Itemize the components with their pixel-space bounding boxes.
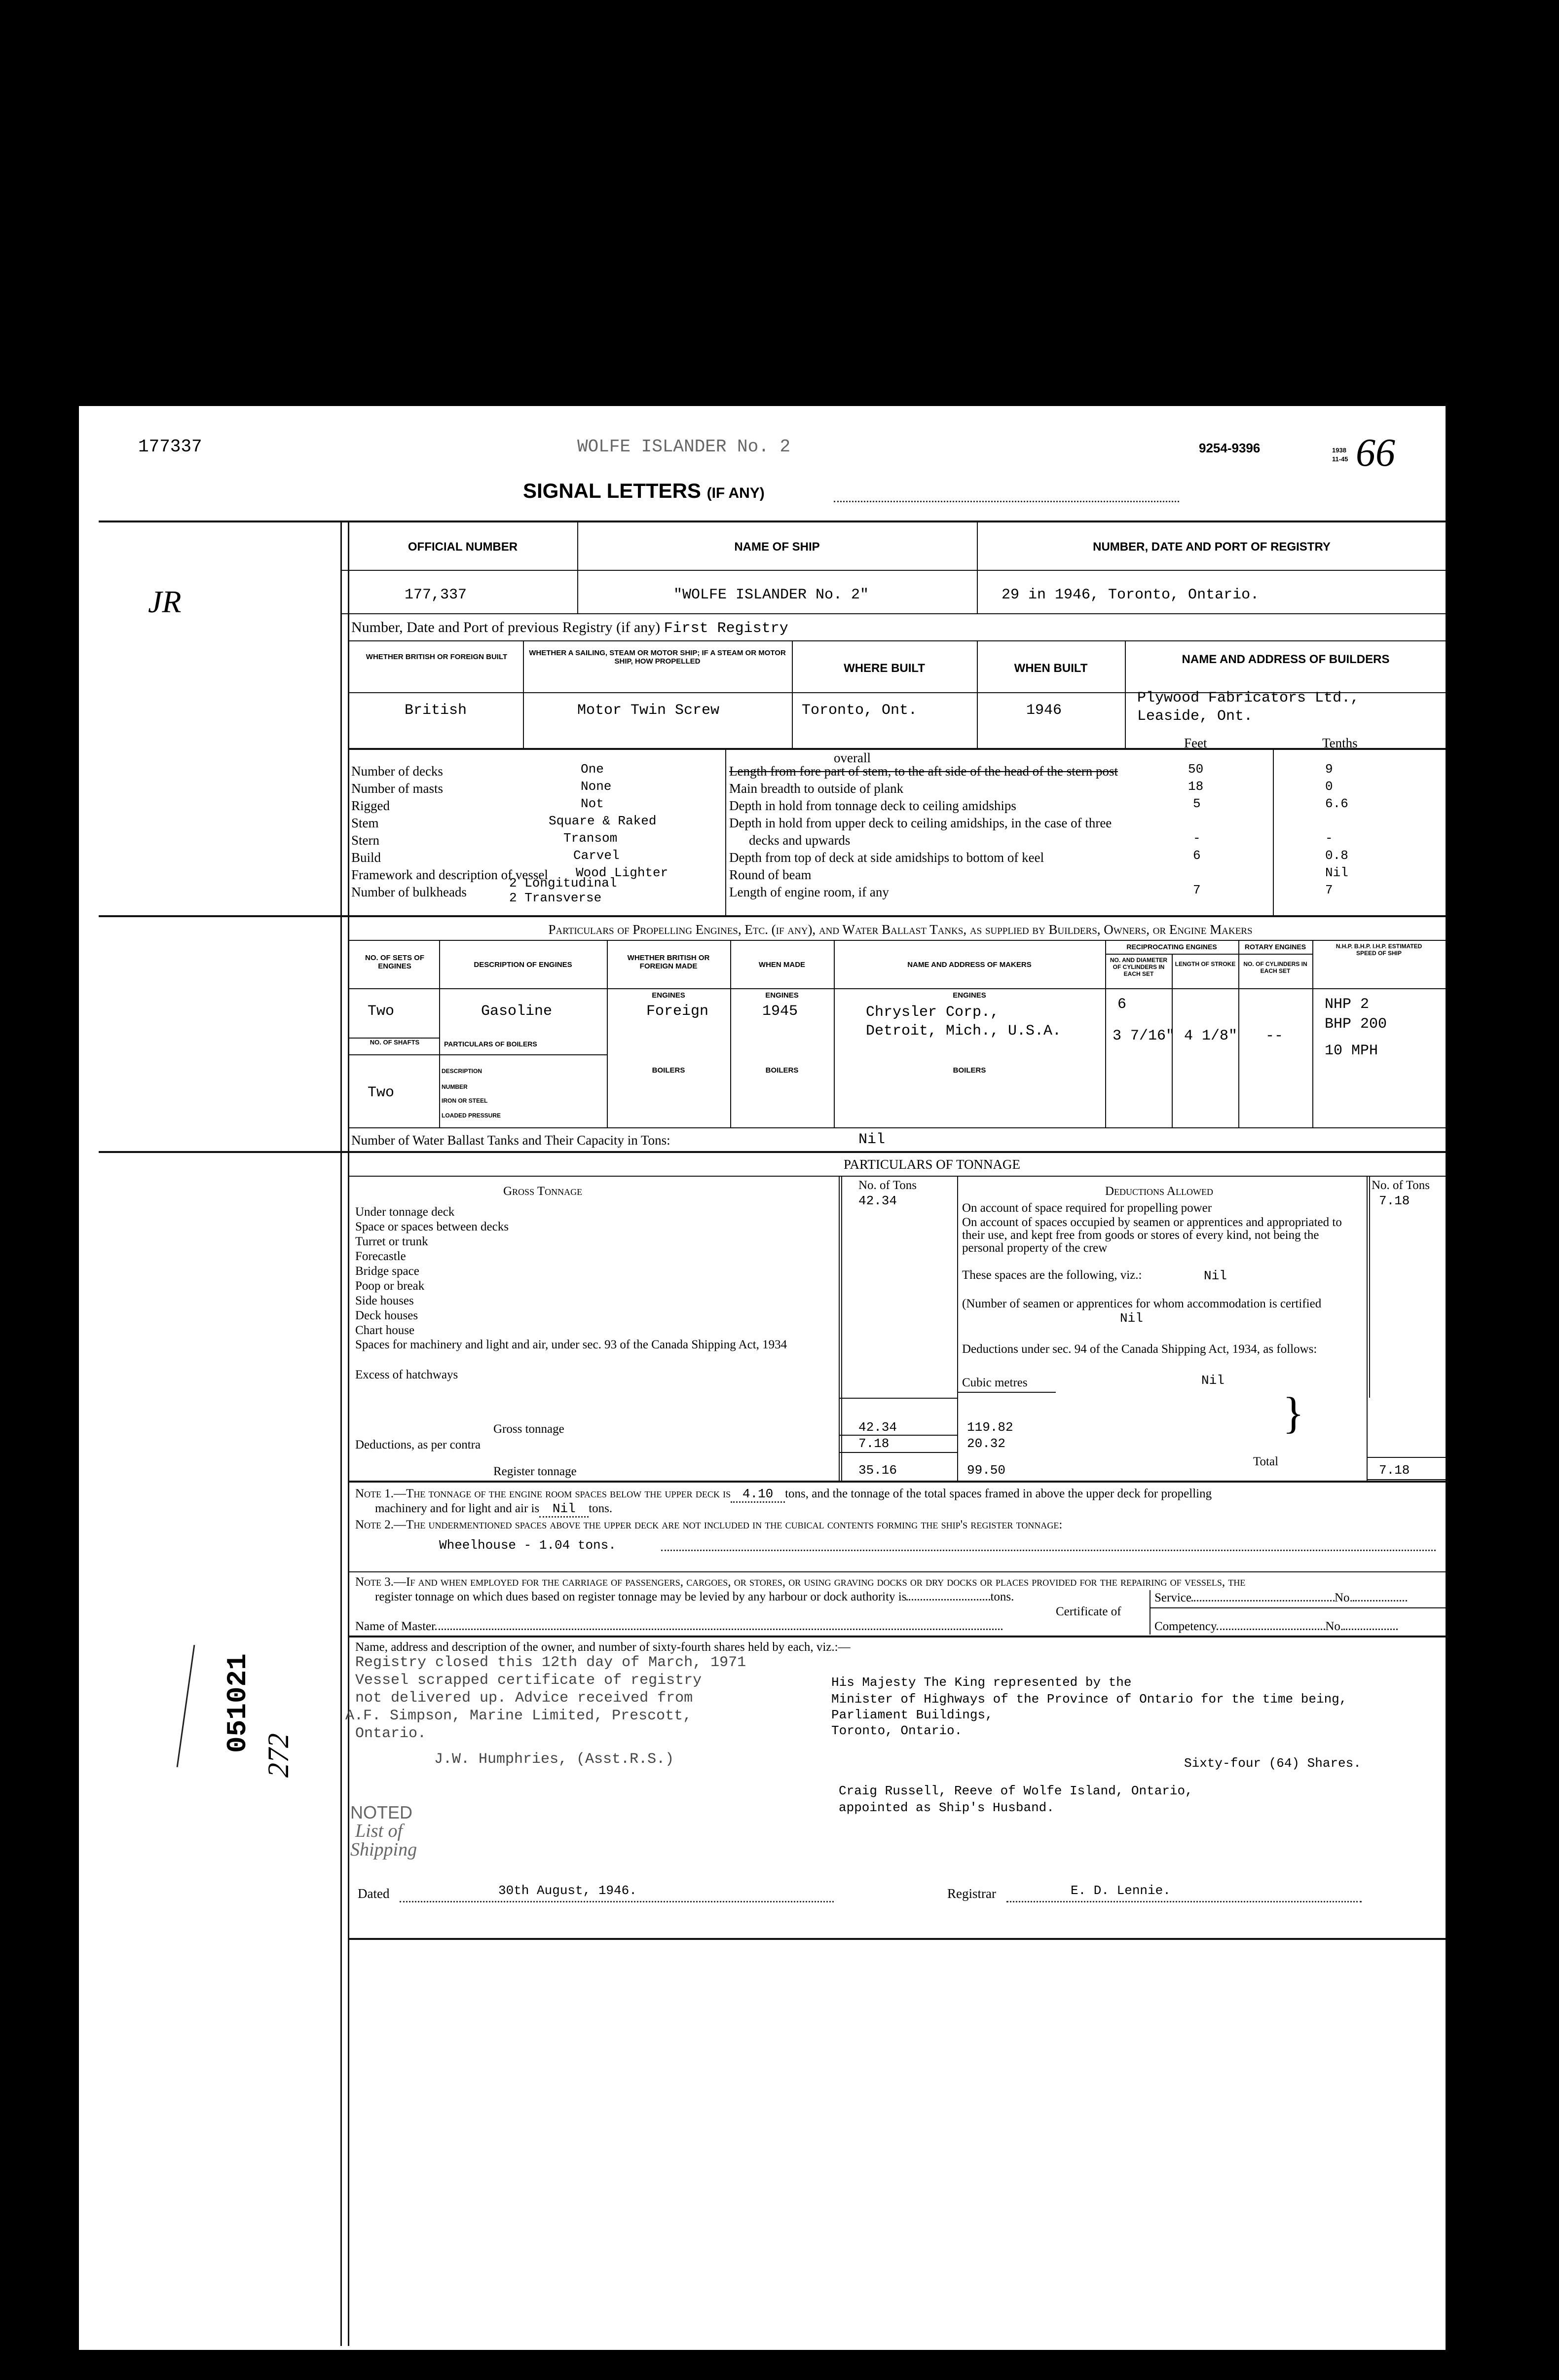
engine-when-value: 1945	[762, 1003, 798, 1020]
official-number-value: 177,337	[405, 587, 467, 603]
register-tonnage-cubic: 99.50	[967, 1463, 1006, 1478]
service-label: Service No.	[1154, 1591, 1407, 1605]
owner-line: Toronto, Ontario.	[831, 1723, 963, 1738]
note-1-line-2: machinery and for light and air is Nil tons.	[375, 1501, 612, 1518]
closure-line: Ontario.	[355, 1725, 427, 1742]
gross-tons-header: No. of Tons	[858, 1179, 917, 1192]
note-2-value: Wheelhouse - 1.04 tons.	[439, 1538, 616, 1553]
recip-engines-header: RECIPROCATING ENGINES	[1126, 943, 1217, 951]
registry-header: NUMBER, DATE AND PORT OF REGISTRY	[1093, 540, 1331, 554]
particular-row: Build Carvel	[351, 848, 620, 865]
signal-letters-label: SIGNAL LETTERS (IF ANY)	[523, 479, 765, 502]
dated-value: 30th August, 1946.	[498, 1883, 637, 1898]
boiler-row-description: DESCRIPTION	[442, 1068, 483, 1075]
signal-letters-line	[834, 501, 1179, 502]
gross-row: Bridge space	[355, 1264, 419, 1278]
stamp-line: NOTED	[350, 1802, 412, 1822]
particular-row: Number of bulkheads 2 Longitudinal 2 Transverse	[351, 876, 617, 905]
registry-value: 29 in 1946, Toronto, Ontario.	[1002, 587, 1260, 603]
total-value: 7.18	[1379, 1463, 1410, 1478]
engine-origin-value: Foreign	[646, 1003, 709, 1020]
particular-row: Number of decks One	[351, 762, 604, 779]
dimension-row: Main breadth to outside of plank 18 0	[729, 779, 1333, 796]
gross-row: Forecastle	[355, 1250, 406, 1263]
closure-signature: J.W. Humphries, (Asst.R.S.)	[434, 1751, 674, 1768]
boiler-row-pressure: LOADED PRESSURE	[442, 1112, 501, 1119]
master-label: Name of Master	[355, 1620, 1002, 1634]
power-speed-header: N.H.P. B.H.P. I.H.P. ESTIMATED SPEED OF SHIP	[1336, 943, 1422, 957]
ballast-label: Number of Water Ballast Tanks and Their Capacity in Tons:	[351, 1133, 670, 1148]
gross-tonnage-header: Gross Tonnage	[503, 1185, 583, 1198]
overall-annotation: overall	[834, 750, 871, 765]
propulsion-value: Motor Twin Screw	[577, 702, 720, 719]
boilers-sub-origin: BOILERS	[652, 1066, 685, 1075]
dimension-row: Depth from top of deck at side amidships to bottom of keel 6 0.8	[729, 848, 1348, 865]
gross-row: Deck houses	[355, 1309, 418, 1322]
cylinders-header: NO. AND DIAMETER OF CYLINDERS IN EACH SET	[1110, 957, 1168, 977]
feet-header: Feet	[1184, 736, 1207, 750]
stamp-line: List of	[355, 1821, 403, 1841]
note-2-line	[661, 1550, 1436, 1551]
previous-registry: Number, Date and Port of previous Registry (if any) First Registry	[351, 619, 788, 637]
owner-line: Parliament Buildings,	[831, 1708, 993, 1722]
shafts-header: NO. OF SHAFTS	[370, 1039, 420, 1046]
bracket-mark: }	[1283, 1389, 1304, 1438]
particular-row: Number of masts None	[351, 779, 612, 796]
propulsion-header: WHETHER A SAILING, STEAM OR MOTOR SHIP; IF A STEAM OR MOTOR SHIP, HOW PROPELLED	[529, 649, 786, 666]
particular-row: Rigged Not	[351, 796, 604, 813]
header-ref-numbers: 9254-9396	[1199, 441, 1261, 455]
deduction-propelling: On account of space required for propelling power	[962, 1201, 1212, 1215]
shafts-value: Two	[368, 1084, 395, 1101]
name-of-ship-header: NAME OF SHIP	[734, 540, 820, 554]
boilers-sub-makers: BOILERS	[953, 1066, 986, 1075]
certificate-label: Certificate of	[1056, 1605, 1121, 1618]
stroke-value: 4 1/8"	[1184, 1028, 1238, 1044]
dated-label: Dated	[358, 1886, 390, 1901]
note-3-line-1: Note 3.—If and when employed for the carriage of passengers, cargoes, or stores, or using graving docks or dry docks or places provided for the repairing of vessels, the	[355, 1575, 1246, 1589]
header-ship-name: WOLFE ISLANDER No. 2	[577, 437, 791, 457]
cylinders-count: 6	[1117, 996, 1127, 1013]
margin-reference-number: 051021	[222, 1653, 254, 1753]
engine-desc-value: Gasoline	[481, 1003, 553, 1020]
note-1-line-1: Note 1.—The tonnage of the engine room spaces below the upper deck is 4.10 tons, and the tonnage of the total spaces framed in above the upper deck for propelling	[355, 1487, 1212, 1503]
gross-row: Chart house	[355, 1324, 415, 1337]
dimension-row: Depth in hold from tonnage deck to ceiling amidships 5 6.6	[729, 796, 1348, 813]
boilers-sub-when: BOILERS	[765, 1066, 799, 1075]
when-built-value: 1946	[1026, 702, 1062, 719]
gross-tonnage-tons: 42.34	[858, 1420, 897, 1435]
deduction-spaces-value: Nil	[1204, 1268, 1227, 1283]
deduction-crew: On account of spaces occupied by seamen or apprentices and appropriated to their use, and kept free from goods or stores of every kind, not being the personal property of the crew	[962, 1216, 1342, 1255]
deductions-tons: 7.18	[858, 1436, 890, 1451]
register-tonnage-tons: 35.16	[858, 1463, 897, 1478]
engines-sub-when: ENGINES	[765, 991, 799, 1000]
nhp-value: NHP 2	[1325, 996, 1370, 1013]
engine-makers-header: NAME AND ADDRESS OF MAKERS	[907, 961, 1032, 969]
gross-row: Space or spaces between decks	[355, 1220, 509, 1233]
closure-line: A.F. Simpson, Marine Limited, Prescott,	[345, 1708, 692, 1724]
engine-maker-1: Chrysler Corp.,	[866, 1004, 1000, 1021]
tonnage-title: PARTICULARS OF TONNAGE	[844, 1157, 1020, 1172]
owner-line: His Majesty The King represented by the	[831, 1675, 1132, 1690]
boiler-row-number: NUMBER	[442, 1083, 468, 1090]
under-deck-tons: 42.34	[858, 1193, 897, 1208]
margin-reference-number-2: 272	[262, 1733, 295, 1778]
where-built-value: Toronto, Ont.	[802, 702, 918, 719]
registrar-label: Registrar	[947, 1886, 996, 1901]
deduction-sec94: Deductions under sec. 94 of the Canada Shipping Act, 1934, as follows:	[962, 1342, 1317, 1356]
gross-row: Turret or trunk	[355, 1235, 428, 1248]
deductions-label: Deductions, as per contra	[355, 1438, 481, 1451]
bhp-value: BHP 200	[1325, 1016, 1387, 1033]
competency-label: Competency No.	[1154, 1620, 1398, 1634]
dimension-row: decks and upwards - -	[749, 831, 1333, 848]
engines-sub-origin: ENGINES	[652, 991, 685, 1000]
gross-tonnage-cubic: 119.82	[967, 1420, 1013, 1435]
total-label: Total	[1253, 1455, 1279, 1468]
handwritten-folio-mark: 66	[1356, 431, 1395, 475]
engine-desc-header: DESCRIPTION OF ENGINES	[474, 961, 572, 969]
dimension-row: Length from fore part of stem, to the aft side of the head of the stern post 50 9	[729, 762, 1333, 779]
ballast-value: Nil	[858, 1131, 886, 1148]
stamp-line: Shipping	[350, 1839, 417, 1860]
official-number-header: OFFICIAL NUMBER	[408, 540, 518, 554]
ships-husband-line-2: appointed as Ship's Husband.	[839, 1800, 1054, 1815]
deductions-header: Deductions Allowed	[1105, 1185, 1213, 1198]
closure-line: Registry closed this 12th day of March, 1971	[355, 1654, 746, 1671]
dated-line	[400, 1901, 834, 1902]
engine-origin-header: WHETHER BRITISH OR FOREIGN MADE	[627, 954, 710, 970]
ship-name-value: "WOLFE ISLANDER No. 2"	[673, 587, 869, 603]
gross-row: Spaces for machinery and light and air, under sec. 93 of the Canada Shipping Act, 1934	[355, 1338, 787, 1351]
builder-line-1: Plywood Fabricators Ltd.,	[1137, 690, 1360, 707]
speed-value: 10 MPH	[1325, 1042, 1378, 1059]
stroke-header: LENGTH OF STROKE	[1175, 961, 1236, 967]
deduction-tons-header: No. of Tons	[1372, 1179, 1430, 1192]
builder-line-2: Leaside, Ont.	[1137, 708, 1253, 725]
owner-line: Minister of Highways of the Province of Ontario for the time being,	[831, 1692, 1347, 1707]
form-code-top: 1938	[1332, 446, 1346, 454]
deduction-seamen: (Number of seamen or apprentices for whom accommodation is certified	[962, 1297, 1322, 1310]
cylinders-diameter: 3 7/16"	[1113, 1028, 1175, 1044]
particular-row: Stem Square & Raked	[351, 814, 657, 830]
gross-row: Side houses	[355, 1294, 414, 1307]
dimension-row: Length of engine room, if any 7 7	[729, 883, 1333, 899]
engines-title: Particulars of Propelling Engines, Etc. (if any), and Water Ballast Tanks, as supplied by Builders, Owners, or Engine Makers	[548, 922, 1253, 937]
cubic-metres-label: Cubic metres	[962, 1376, 1028, 1389]
owners-label: Name, address and description of the owner, and number of sixty-fourth shares held by each, viz.:—	[355, 1640, 851, 1654]
rotary-engines-header: ROTARY ENGINES	[1244, 943, 1306, 951]
dimension-row: Round of beam Nil	[729, 865, 1348, 882]
note-2: Note 2.—The undermentioned spaces above the upper deck are not included in the cubical contents forming the ship's register tonnage:	[355, 1518, 1063, 1531]
registrar-value: E. D. Lennie.	[1071, 1883, 1171, 1898]
british-built-value: British	[405, 702, 467, 719]
closure-line: Vessel scrapped certificate of registry	[355, 1672, 702, 1689]
form-code-bottom: 11-45	[1332, 455, 1348, 463]
gross-row: Poop or break	[355, 1279, 425, 1293]
handwritten-initials: JR	[148, 584, 182, 619]
gross-tonnage-label: Gross tonnage	[493, 1422, 564, 1436]
deduction-spaces: These spaces are the following, viz.:	[962, 1268, 1142, 1282]
ships-husband-line-1: Craig Russell, Reeve of Wolfe Island, Ontario,	[839, 1784, 1193, 1798]
engine-sets-header: NO. OF SETS OF ENGINES	[365, 954, 424, 970]
when-built-header: WHEN BUILT	[1014, 662, 1088, 675]
shares-value: Sixty-four (64) Shares.	[1184, 1756, 1361, 1771]
engine-maker-2: Detroit, Mich., U.S.A.	[866, 1023, 1062, 1040]
boilers-header: PARTICULARS OF BOILERS	[444, 1040, 537, 1048]
margin-check-mark	[177, 1645, 195, 1767]
register-tonnage-label: Register tonnage	[493, 1465, 577, 1478]
builders-header: NAME AND ADDRESS OF BUILDERS	[1182, 653, 1390, 666]
gross-row: Excess of hatchways	[355, 1368, 458, 1381]
propelling-tons: 7.18	[1379, 1193, 1410, 1208]
particular-row: Stern Transom	[351, 831, 618, 848]
british-built-header: WHETHER BRITISH OR FOREIGN BUILT	[366, 653, 508, 661]
registrar-line	[1006, 1901, 1362, 1902]
engines-sub-makers: ENGINES	[953, 991, 986, 1000]
note-3-line-2: register tonnage on which dues based on register tonnage may be levied by any harbour or dock authority is tons.	[375, 1590, 1014, 1603]
rotary-value: --	[1265, 1028, 1284, 1044]
engine-when-header: WHEN MADE	[758, 961, 806, 969]
gross-row: Under tonnage deck	[355, 1205, 455, 1219]
deduction-seamen-value: Nil	[1120, 1311, 1143, 1326]
register-page	[79, 406, 1446, 2350]
where-built-header: WHERE BUILT	[844, 662, 925, 675]
boiler-row-material: IRON OR STEEL	[442, 1097, 488, 1104]
closure-line: not delivered up. Advice received from	[355, 1690, 693, 1707]
dimension-row: Depth in hold from upper deck to ceiling amidships, in the case of three	[729, 816, 1112, 830]
engine-sets-value: Two	[368, 1003, 395, 1020]
rotary-cylinders-header: NO. OF CYLINDERS IN EACH SET	[1243, 961, 1307, 974]
header-official-number: 177337	[138, 437, 202, 457]
deductions-cubic: 20.32	[967, 1436, 1006, 1451]
tenths-header: Tenths	[1322, 736, 1358, 750]
deduction-sec94-value: Nil	[1201, 1373, 1225, 1388]
particular-row: Framework and description of vessel Wood Lighter	[351, 865, 668, 882]
